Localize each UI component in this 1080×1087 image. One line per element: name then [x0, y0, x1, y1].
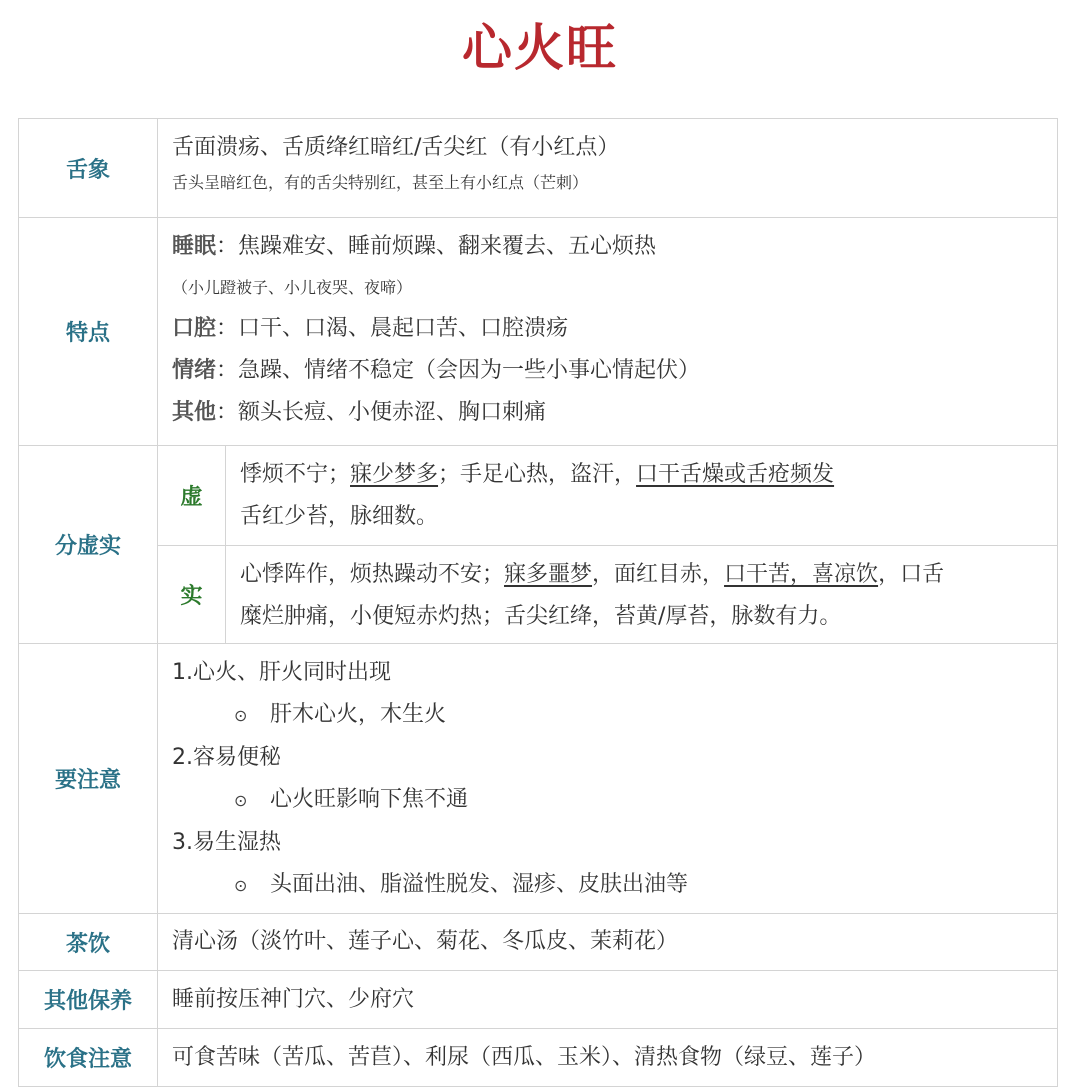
row-content-attention	[158, 644, 1058, 913]
attention-subitem-1	[172, 694, 1043, 737]
mood-text: ：急躁、情绪不稳定（会因为一些小事心情起伏）	[216, 358, 701, 383]
subrow-content-shi	[226, 546, 1058, 643]
sublabel-shi: 实	[158, 546, 226, 643]
deficiency-excess-subtable	[158, 446, 1058, 643]
attention-item-1: 1.心火、肝火同时出现	[172, 660, 391, 685]
mouth-keyword: 口腔	[172, 316, 217, 341]
attention-subitem-3-text: 头面出油、脂溢性脱发、湿疹、皮肤出油等	[270, 872, 689, 897]
table-row-care	[19, 971, 1058, 1029]
features-other-line	[172, 392, 1043, 434]
table-row-diet	[19, 1029, 1058, 1087]
shi-line-2: 糜烂肿痛，小便短赤灼热；舌尖红绛，苔黄/厚苔，脉数有力。	[240, 604, 842, 629]
row-label-tea: 茶饮	[19, 914, 158, 970]
features-sleep-line	[172, 226, 1043, 268]
table-row-deficiency-excess	[19, 446, 1058, 644]
row-label-tongue: 舌象	[19, 119, 158, 217]
attention-subitem-2-text: 心火旺影响下焦不通	[270, 787, 469, 812]
shi-underlined-1: 寐多噩梦	[504, 562, 593, 587]
tongue-note-text: 舌头呈暗红色，有的舌尖特别红，甚至上有小红点（芒刺）	[172, 173, 589, 192]
circle-dot-icon: ⊙	[234, 791, 248, 810]
subrow-content-xu	[226, 446, 1058, 545]
circle-dot-icon: ⊙	[234, 876, 248, 895]
row-label-deficiency-excess: 分虚实	[19, 446, 158, 643]
row-content-features	[158, 218, 1058, 445]
circle-dot-icon: ⊙	[234, 706, 248, 725]
other-text: ：额头长痘、小便赤涩、胸口刺痛	[216, 400, 547, 425]
xu-text-2: ；手足心热，盗汗，	[438, 462, 637, 487]
table-row-features	[19, 218, 1058, 446]
row-content-tea: 清心汤（淡竹叶、莲子心、菊花、冬瓜皮、茉莉花）	[158, 914, 1058, 970]
attention-item-2: 2.容易便秘	[172, 745, 281, 770]
info-table	[18, 118, 1058, 1087]
subrow-xu	[158, 446, 1058, 545]
row-label-features: 特点	[19, 218, 158, 445]
table-row-tea	[19, 914, 1058, 971]
xu-text-1: 悸烦不宁；	[240, 462, 351, 487]
xu-line-2: 舌红少苔，脉细数。	[240, 504, 439, 529]
sublabel-xu: 虚	[158, 446, 226, 545]
shi-text-2: ，面红目赤，	[592, 562, 725, 587]
shi-text-1: 心悸阵作，烦热躁动不安；	[240, 562, 505, 587]
features-mouth-line	[172, 308, 1043, 350]
xu-underlined-2: 口干舌燥或舌疮频发	[636, 462, 835, 487]
tongue-main-text: 舌面溃疡、舌质绛红暗红/舌尖红（有小红点）	[172, 135, 620, 160]
row-label-attention: 要注意	[19, 644, 158, 913]
attention-subitem-2	[172, 779, 1043, 822]
shi-text-3: ，口舌	[878, 562, 945, 587]
table-row-tongue	[19, 119, 1058, 218]
attention-item-3: 3.易生湿热	[172, 830, 281, 855]
shi-underlined-2: 口干苦，喜凉饮	[724, 562, 879, 587]
table-row-attention	[19, 644, 1058, 914]
page-title: 心火旺	[462, 19, 618, 77]
mood-keyword: 情绪	[172, 358, 217, 383]
row-label-care: 其他保养	[19, 971, 158, 1028]
row-content-tongue	[158, 119, 1058, 217]
sleep-note-text: （小儿蹬被子、小儿夜哭、夜啼）	[172, 278, 413, 297]
shi-line-1	[240, 554, 1043, 596]
sleep-keyword: 睡眠	[172, 234, 217, 259]
subrow-shi	[158, 545, 1058, 643]
xu-line-1	[240, 454, 1043, 496]
attention-subitem-1-text: 肝木心火，木生火	[270, 702, 447, 727]
row-label-diet: 饮食注意	[19, 1029, 158, 1086]
features-mood-line	[172, 350, 1043, 392]
xu-underlined-1: 寐少梦多	[350, 462, 439, 487]
sleep-text: ：焦躁难安、睡前烦躁、翻来覆去、五心烦热	[216, 234, 657, 259]
row-content-care: 睡前按压神门穴、少府穴	[158, 971, 1058, 1028]
mouth-text: ：口干、口渴、晨起口苦、口腔溃疡	[216, 316, 569, 341]
row-content-diet: 可食苦味（苦瓜、苦苣）、利尿（西瓜、玉米）、清热食物（绿豆、莲子）	[158, 1029, 1058, 1086]
attention-subitem-3	[172, 864, 1043, 907]
other-keyword: 其他	[172, 400, 217, 425]
